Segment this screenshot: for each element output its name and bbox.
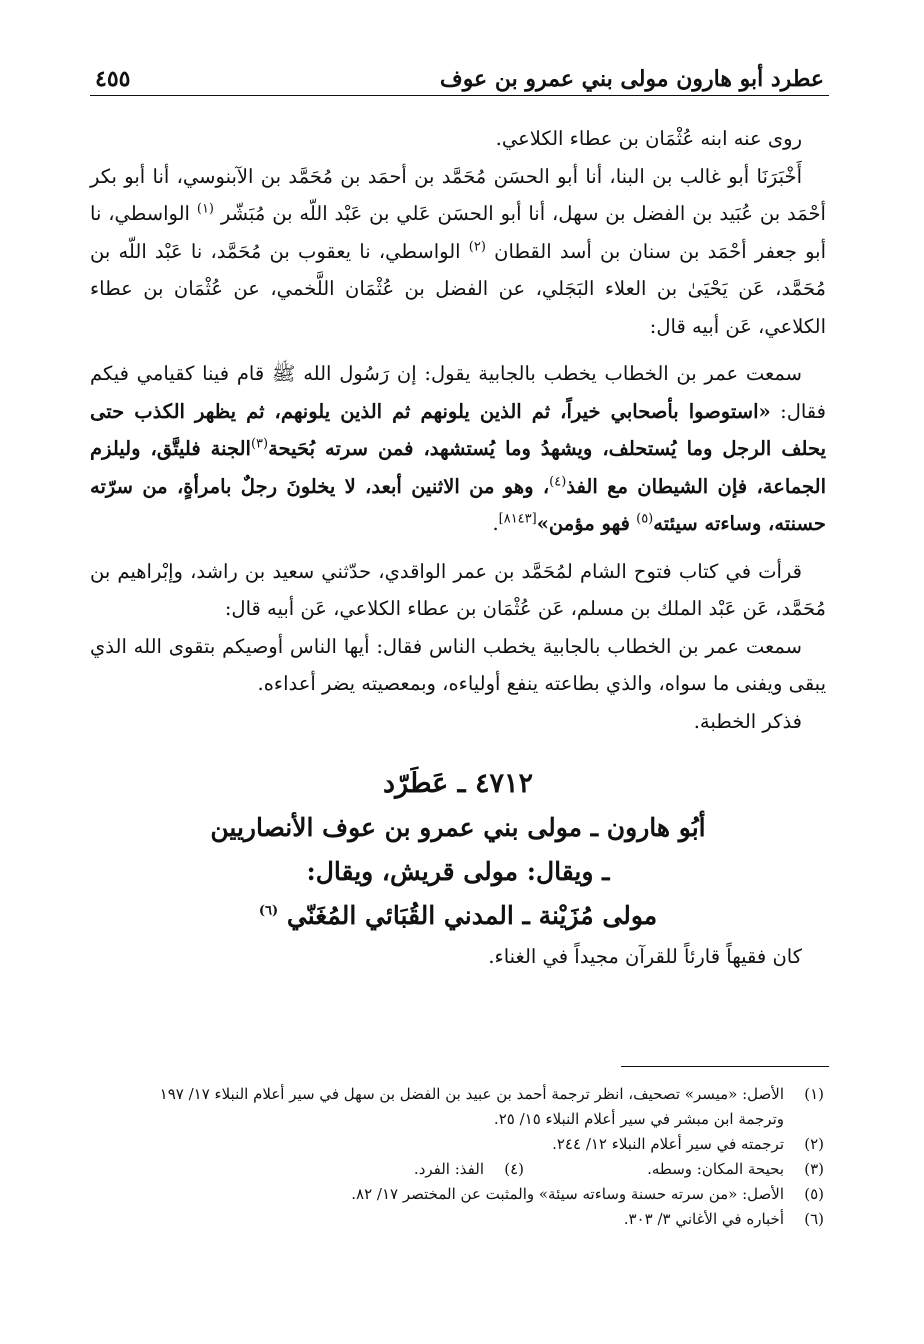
footnote-1-continued <box>95 1107 824 1132</box>
footnote-number: (٥) <box>804 1185 824 1203</box>
paragraph-sermon <box>90 628 826 703</box>
text: روى عنه ابنه عُثْمَان بن عطاء الكلاعي. <box>495 127 802 150</box>
hadith-text: «استوصوا بأصحابي خيراً، ثم الذين يلونهم ثم الذين يلونهم، ثم يظهر الكذب حتى يحلف الرجل وما يُستحلف، ويشهدُ وما يُستشهد، فمن سرته بُحَيحة <box>90 399 826 460</box>
text: أَخْبَرَنَا أبو غالب بن البنا، أنا أبو الحسَن مُحَمَّد بن أحمَد بن مُحَمَّد بن الآبنوسي، أنا أبو بكر أحْمَد بن عُبَيد بن الفضل بن سهل، أنا أبو الحسَن عَلي بن عَبْد اللّه بن مُبَشّر <box>90 164 826 225</box>
entry-number-title: ٤٧١٢ ـ عَطَرّد <box>383 768 533 799</box>
footnote-text: الفذ: الفرد. <box>413 1160 484 1178</box>
footnote-5 <box>95 1182 824 1207</box>
footnote-1 <box>95 1082 824 1107</box>
hadith-text: الجنة فليتَّق، وليلزم الجماعة، فإن الشيطان مع الفذ <box>90 437 826 498</box>
footnote-number: (٦) <box>804 1210 824 1228</box>
entry-description <box>90 938 826 976</box>
paragraph-isnad-1 <box>90 158 826 346</box>
footnote-text: بحيحة المكان: وسطه. <box>647 1160 784 1178</box>
entry-line-2: ـ ويقال: مولى قريش، ويقال: <box>306 857 610 886</box>
hadith-text: ، وهو من الاثنين أبعد، لا يخلونَ رجلٌ بامرأةٍ، من سرّته حسنته، وساءته سيئته <box>90 474 826 535</box>
footnote-text: أخباره في الأغاني ٣/ ٣٠٣. <box>623 1210 784 1228</box>
footnote-text: الأصل: «ميسر» تصحيف، انظر ترجمة أحمد بن عبيد بن الفضل بن سهل في سير أعلام النبلاء ١٧/ ١٩٧ <box>159 1085 784 1103</box>
footnote-ref-6[interactable]: (٦) <box>258 903 279 919</box>
main-text <box>90 120 826 976</box>
text: كان فقيهاً قارئاً للقرآن مجيداً في الغناء. <box>488 945 802 968</box>
entry-heading <box>90 762 826 938</box>
footnote-ref-2[interactable]: (٢) <box>468 239 486 254</box>
page-header <box>95 52 824 92</box>
footnotes <box>95 1082 824 1232</box>
text: الواسطي، نا يعقوب بن مُحَمَّد، نا عَبْد اللّه بن مُحَمَّد، عَن يَحْيَىٰ بن العلاء البَجَلي، عن الفضل بن عُثْمَان اللَّخمي، عن عُثْمَان بن عطاء الكلاعي، عَن أبيه قال: <box>90 239 826 338</box>
entry-line-3 <box>90 894 826 938</box>
footnote-number: (١) <box>804 1085 824 1103</box>
paragraph-isnad-2 <box>90 553 826 628</box>
footnote-ref-3[interactable]: (٣) <box>250 436 269 452</box>
hadith-text: فهو مؤمن» <box>536 512 630 535</box>
entry-line-1: أبُو هارون ـ مولى بني عمرو بن عوف الأنصاريين <box>210 813 706 842</box>
paragraph-hadith: سمعت عمر بن الخطاب يخطب بالجابية يقول: إن رَسُول الله ﷺ قام فينا كقيامي فيكم فقال: «استوصوا بأصحابي خيراً، ثم الذين يلونهم ثم الذين يلونهم، ثم يظهر الكذب حتى يحلف الرجل وما يُستحلف، ويشهدُ وما يُستشهد، فمن سرته بُحَيحة$^{(٣)}$الجنة فليتَّق، وليلزم الجماعة، فإن الشيطان مع الفذ$^{(٤)}$، وهو من الاثنين أبعد، لا يخلونَ رجلٌ بامرأةٍ، من سرّته حسنته، وساءته سيئته$^{(٥)}$ فهو مؤمن»[٨١٤٣]. <box>90 362 826 535</box>
running-title: عطرد أبو هارون مولى بني عمرو بن عوف <box>439 66 824 92</box>
hadith-number: [٨١٤٣] <box>498 511 537 527</box>
text: مولى مُزَيْنة ـ المدني القُبَائي المُغَنّي <box>286 901 658 930</box>
footnote-ref-4[interactable]: (٤) <box>549 474 567 489</box>
footnote-text: الأصل: «من سرته حسنة وساءته سيئة» والمثبت عن المختصر ١٧/ ٨٢. <box>351 1185 784 1203</box>
footnote-3-4 <box>95 1157 824 1182</box>
footnote-ref-1[interactable]: (١) <box>196 201 214 217</box>
footnote-2 <box>95 1132 824 1157</box>
footnote-rule <box>621 1066 829 1067</box>
footnote-ref-5[interactable]: (٥) <box>636 511 654 527</box>
paragraph-closing <box>90 703 826 741</box>
text: فذكر الخطبة. <box>693 709 802 733</box>
paragraph-narrator <box>90 120 826 158</box>
text: سمعت عمر بن الخطاب يخطب بالجابية يقول: إن رَسُول الله ﷺ قام فينا كقيامي فيكم فقال: <box>90 362 826 423</box>
footnote-pair <box>414 1157 784 1182</box>
text: سمعت عمر بن الخطاب بالجابية يخطب الناس فقال: أيها الناس أوصيكم بتقوى الله الذي يبقى ويفنى ما سواه، والذي بطاعته ينفع أولياءه، وبمعصيته يضر أعداءه. <box>90 634 826 695</box>
footnote-number: (٣) <box>804 1160 824 1178</box>
header-rule <box>90 95 829 96</box>
text: الواسطي، نا أبو جعفر أحْمَد بن سنان بن أسد القطان <box>90 202 827 263</box>
footnote-number: (٤) <box>504 1160 524 1178</box>
footnote-6 <box>95 1207 824 1232</box>
page-number: ٤٥٥ <box>95 66 131 92</box>
footnote-number: (٢) <box>804 1135 824 1153</box>
text: قرأت في كتاب فتوح الشام لمُحَمَّد بن عمر الواقدي، حدّثني سعيد بن راشد، وإبْراهيم بن مُحَمَّد، عَن عَبْد الملك بن مسلم، عَن عُثْمَان بن عطاء الكلاعي، عَن أبيه قال: <box>90 559 826 620</box>
footnote-text: ترجمته في سير أعلام النبلاء ١٢/ ٢٤٤. <box>552 1135 784 1153</box>
footnote-text: وترجمة ابن مبشر في سير أعلام النبلاء ١٥/ ٢٥. <box>493 1110 784 1128</box>
